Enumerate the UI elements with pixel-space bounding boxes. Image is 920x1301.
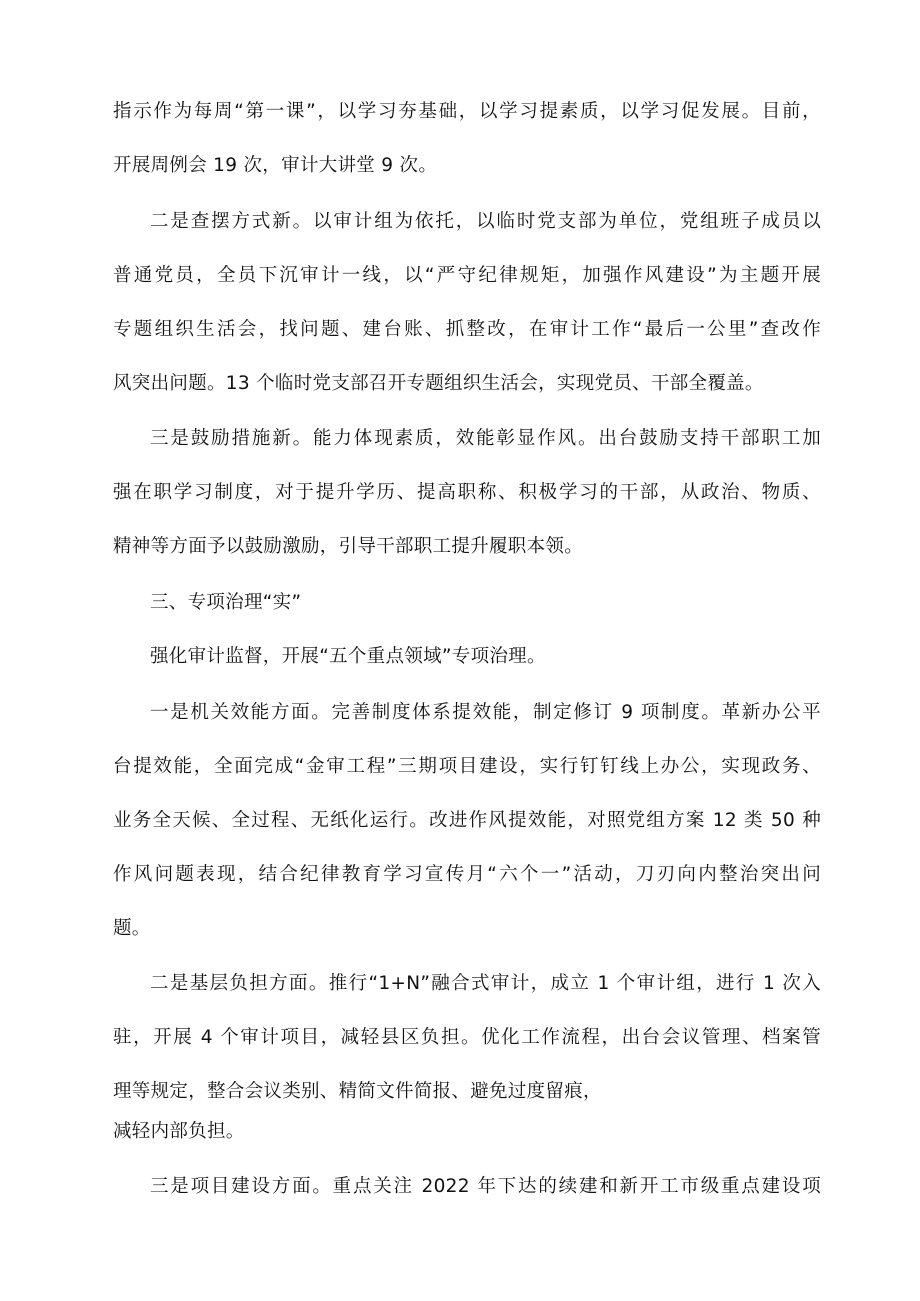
paragraph-line-13: 作风问题表现，结合纪律教育学习宣传月“六个一”活动，刀刃向内整治突出问	[113, 864, 821, 885]
paragraph-line-17: 理等规定，整合会议类别、精简文件简报、避免过度留痕，	[113, 1081, 602, 1102]
paragraph-line-10: 一是机关效能方面。完善制度体系提效能，制定修订 9 项制度。革新办公平	[150, 702, 821, 723]
section-intro: 强化审计监督，开展“五个重点领域”专项治理。	[150, 646, 546, 667]
paragraph-line-16: 驻，开展 4 个审计项目，减轻县区负担。优化工作流程，出台会议管理、档案管	[113, 1027, 821, 1048]
paragraph-line-2: 开展周例会 19 次，审计大讲堂 9 次。	[113, 155, 438, 176]
paragraph-line-12: 业务全天候、全过程、无纸化运行。改进作风提效能，对照党组方案 12 类 50 种	[113, 810, 821, 831]
paragraph-line-3: 二是查摆方式新。以审计组为依托，以临时党支部为单位，党组班子成员以	[150, 211, 821, 232]
paragraph-line-7: 三是鼓励措施新。能力体现素质，效能彰显作风。出台鼓励支持干部职工加	[150, 428, 821, 449]
paragraph-line-9: 精神等方面予以鼓励激励，引导干部职工提升履职本领。	[113, 536, 584, 557]
paragraph-line-11: 台提效能，全面完成“金审工程”三期项目建设，实行钉钉线上办公，实现政务、	[113, 756, 821, 777]
paragraph-line-5: 专题组织生活会，找问题、建台账、抓整改，在审计工作“最后一公里”查改作	[113, 319, 821, 340]
paragraph-line-8: 强在职学习制度，对于提升学历、提高职称、积极学习的干部，从政治、物质、	[113, 482, 821, 503]
paragraph-line-4: 普通党员，全员下沉审计一线，以“严守纪律规矩，加强作风建设”为主题开展	[113, 265, 821, 286]
section-heading: 三、专项治理“实”	[150, 592, 302, 613]
paragraph-line-18: 减轻内部负担。	[113, 1121, 245, 1142]
paragraph-line-1: 指示作为每周“第一课”，以学习夯基础，以学习提素质，以学习促发展。目前，	[113, 101, 821, 122]
paragraph-line-6: 风突出问题。13 个临时党支部召开专题组织生活会，实现党员、干部全覆盖。	[113, 373, 764, 394]
paragraph-line-15: 二是基层负担方面。推行“1+N”融合式审计，成立 1 个审计组，进行 1 次入	[150, 973, 821, 994]
paragraph-line-19: 三是项目建设方面。重点关注 2022 年下达的续建和新开工市级重点建设项	[150, 1176, 821, 1197]
paragraph-line-14: 题。	[113, 918, 151, 939]
